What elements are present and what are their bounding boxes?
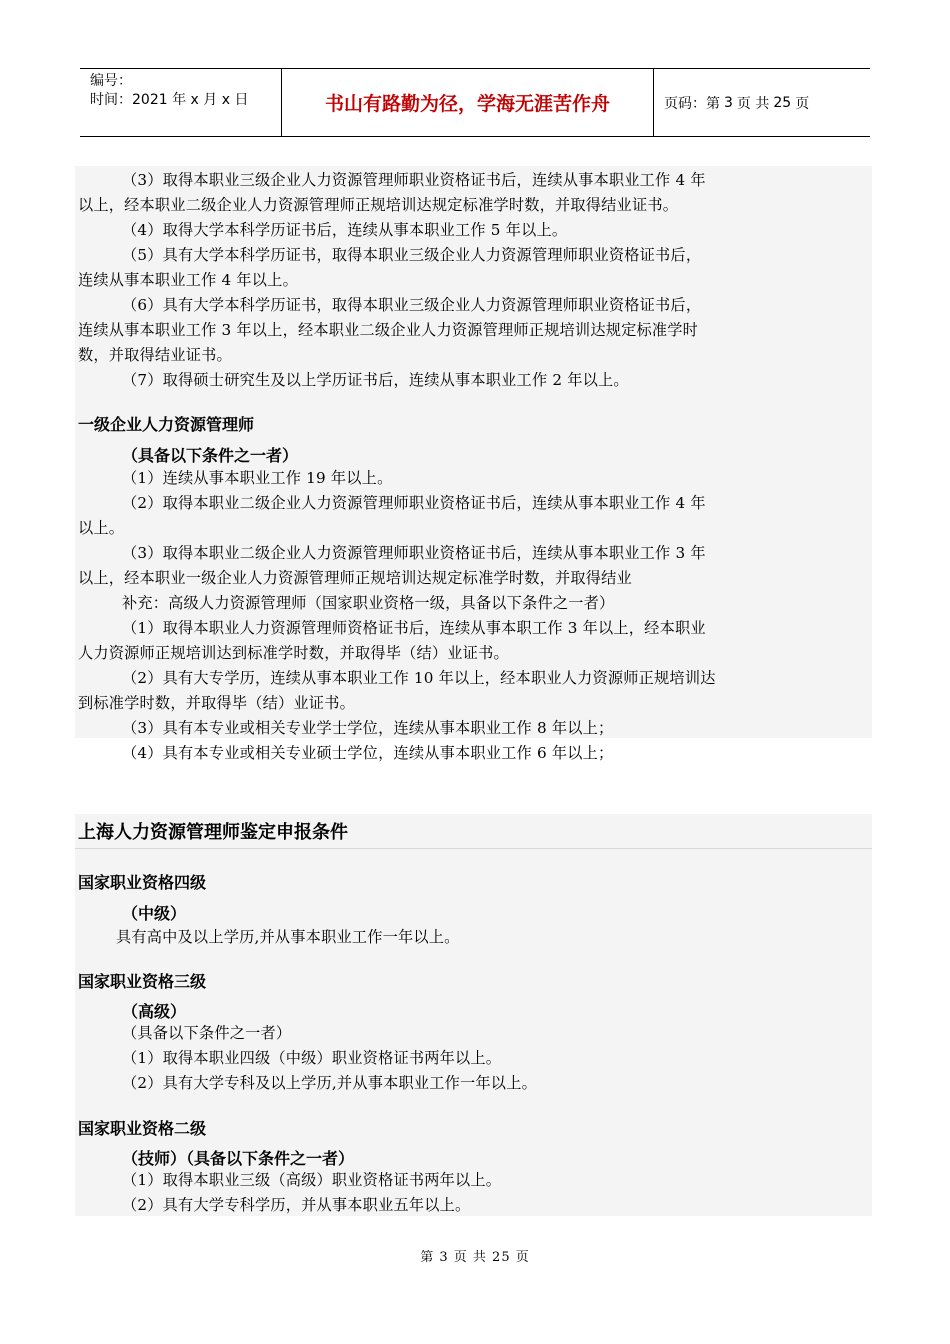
paragraph-line: （6）具有大学本科学历证书，取得本职业三级企业人力资源管理师职业资格证书后，	[122, 296, 702, 314]
paragraph-line: （2）取得本职业二级企业人力资源管理师职业资格证书后，连续从事本职业工作 4 年	[122, 494, 706, 512]
page-number: 3	[724, 94, 733, 111]
section-heading: 国家职业资格二级	[78, 1119, 207, 1138]
doc-number-label: 编号：	[90, 73, 132, 89]
title-divider	[75, 848, 872, 849]
paragraph-line: （3）具有本专业或相关专业学士学位，连续从事本职业工作 8 年以上；	[122, 719, 614, 737]
paragraph-line: （5）具有大学本科学历证书，取得本职业三级企业人力资源管理师职业资格证书后，	[122, 246, 702, 264]
paragraph-line: （7）取得硕士研究生及以上学历证书后，连续从事本职业工作 2 年以上。	[122, 371, 629, 389]
section-subheading: （高级）	[122, 1002, 187, 1021]
paragraph-line: 具有高中及以上学历,并从事本职业工作一年以上。	[116, 928, 460, 946]
paragraph-line: 以上，经本职业一级企业人力资源管理师正规培训达规定标准学时数，并取得结业	[78, 569, 632, 587]
paragraph-line: （2）具有大学专科及以上学历,并从事本职业工作一年以上。	[122, 1074, 537, 1092]
section-subheading: （中级）	[122, 904, 187, 923]
paragraph-line: （1）连续从事本职业工作 19 年以上。	[122, 469, 393, 487]
section-heading: 国家职业资格三级	[78, 972, 207, 991]
paragraph-line: （具备以下条件之一者）	[122, 1024, 292, 1042]
page-footer: 第 3 页 共 25 页	[420, 1250, 530, 1265]
paragraph-line: 数，并取得结业证书。	[78, 346, 232, 364]
paragraph-line: （1）取得本职业人力资源管理师资格证书后，连续从事本职工作 3 年以上，经本职业	[122, 619, 706, 637]
paragraph-line: （4）取得大学本科学历证书后，连续从事本职业工作 5 年以上。	[122, 221, 568, 239]
header-page-info	[654, 69, 870, 136]
paragraph-line: （1）取得本职业三级（高级）职业资格证书两年以上。	[122, 1171, 502, 1189]
paragraph-line: 以上。	[78, 519, 125, 537]
section-subheading: （技师）（具备以下条件之一者）	[122, 1149, 355, 1168]
paragraph-line: 补充：高级人力资源管理师（国家职业资格一级，具备以下条件之一者）	[122, 594, 615, 612]
paragraph-line: 人力资源师正规培训达到标准学时数，并取得毕（结）业证书。	[78, 644, 509, 662]
paragraph-line: （3）取得本职业三级企业人力资源管理师职业资格证书后，连续从事本职业工作 4 年	[122, 171, 706, 189]
page-label: 页码：第	[664, 95, 720, 112]
paragraph-line: （2）具有大学专科学历，并从事本职业五年以上。	[122, 1196, 471, 1214]
header-motto: 书山有路勤为径，学海无涯苦作舟	[282, 69, 654, 136]
paragraph-line: （1）取得本职业四级（中级）职业资格证书两年以上。	[122, 1049, 502, 1067]
page-end: 页	[795, 95, 810, 112]
paragraph-line: （4）具有本专业或相关专业硕士学位，连续从事本职业工作 6 年以上；	[122, 744, 614, 762]
paragraph-line: 连续从事本职业工作 3 年以上，经本职业二级企业人力资源管理师正规培训达规定标准学时	[78, 321, 699, 339]
section-heading: 一级企业人力资源管理师	[78, 415, 255, 434]
paragraph-line: 到标准学时数，并取得毕（结）业证书。	[78, 694, 355, 712]
page-mid: 页 共	[736, 95, 770, 112]
page-header	[80, 68, 870, 137]
doc-time-label: 时间：2021 年 x 月 x 日	[90, 92, 249, 108]
header-meta	[80, 69, 282, 136]
page-total: 25	[773, 94, 792, 111]
paragraph-line: 以上，经本职业二级企业人力资源管理师正规培训达规定标准学时数，并取得结业证书。	[78, 196, 679, 214]
paragraph-line: （3）取得本职业二级企业人力资源管理师职业资格证书后，连续从事本职业工作 3 年	[122, 544, 706, 562]
paragraph-line: 连续从事本职业工作 4 年以上。	[78, 271, 298, 289]
paragraph-line: （2）具有大专学历，连续从事本职业工作 10 年以上，经本职业人力资源师正规培训达	[122, 669, 716, 687]
section-heading: 国家职业资格四级	[78, 873, 207, 892]
page-title: 上海人力资源管理师鉴定申报条件	[78, 822, 348, 843]
section-subheading: （具备以下条件之一者）	[122, 446, 299, 465]
